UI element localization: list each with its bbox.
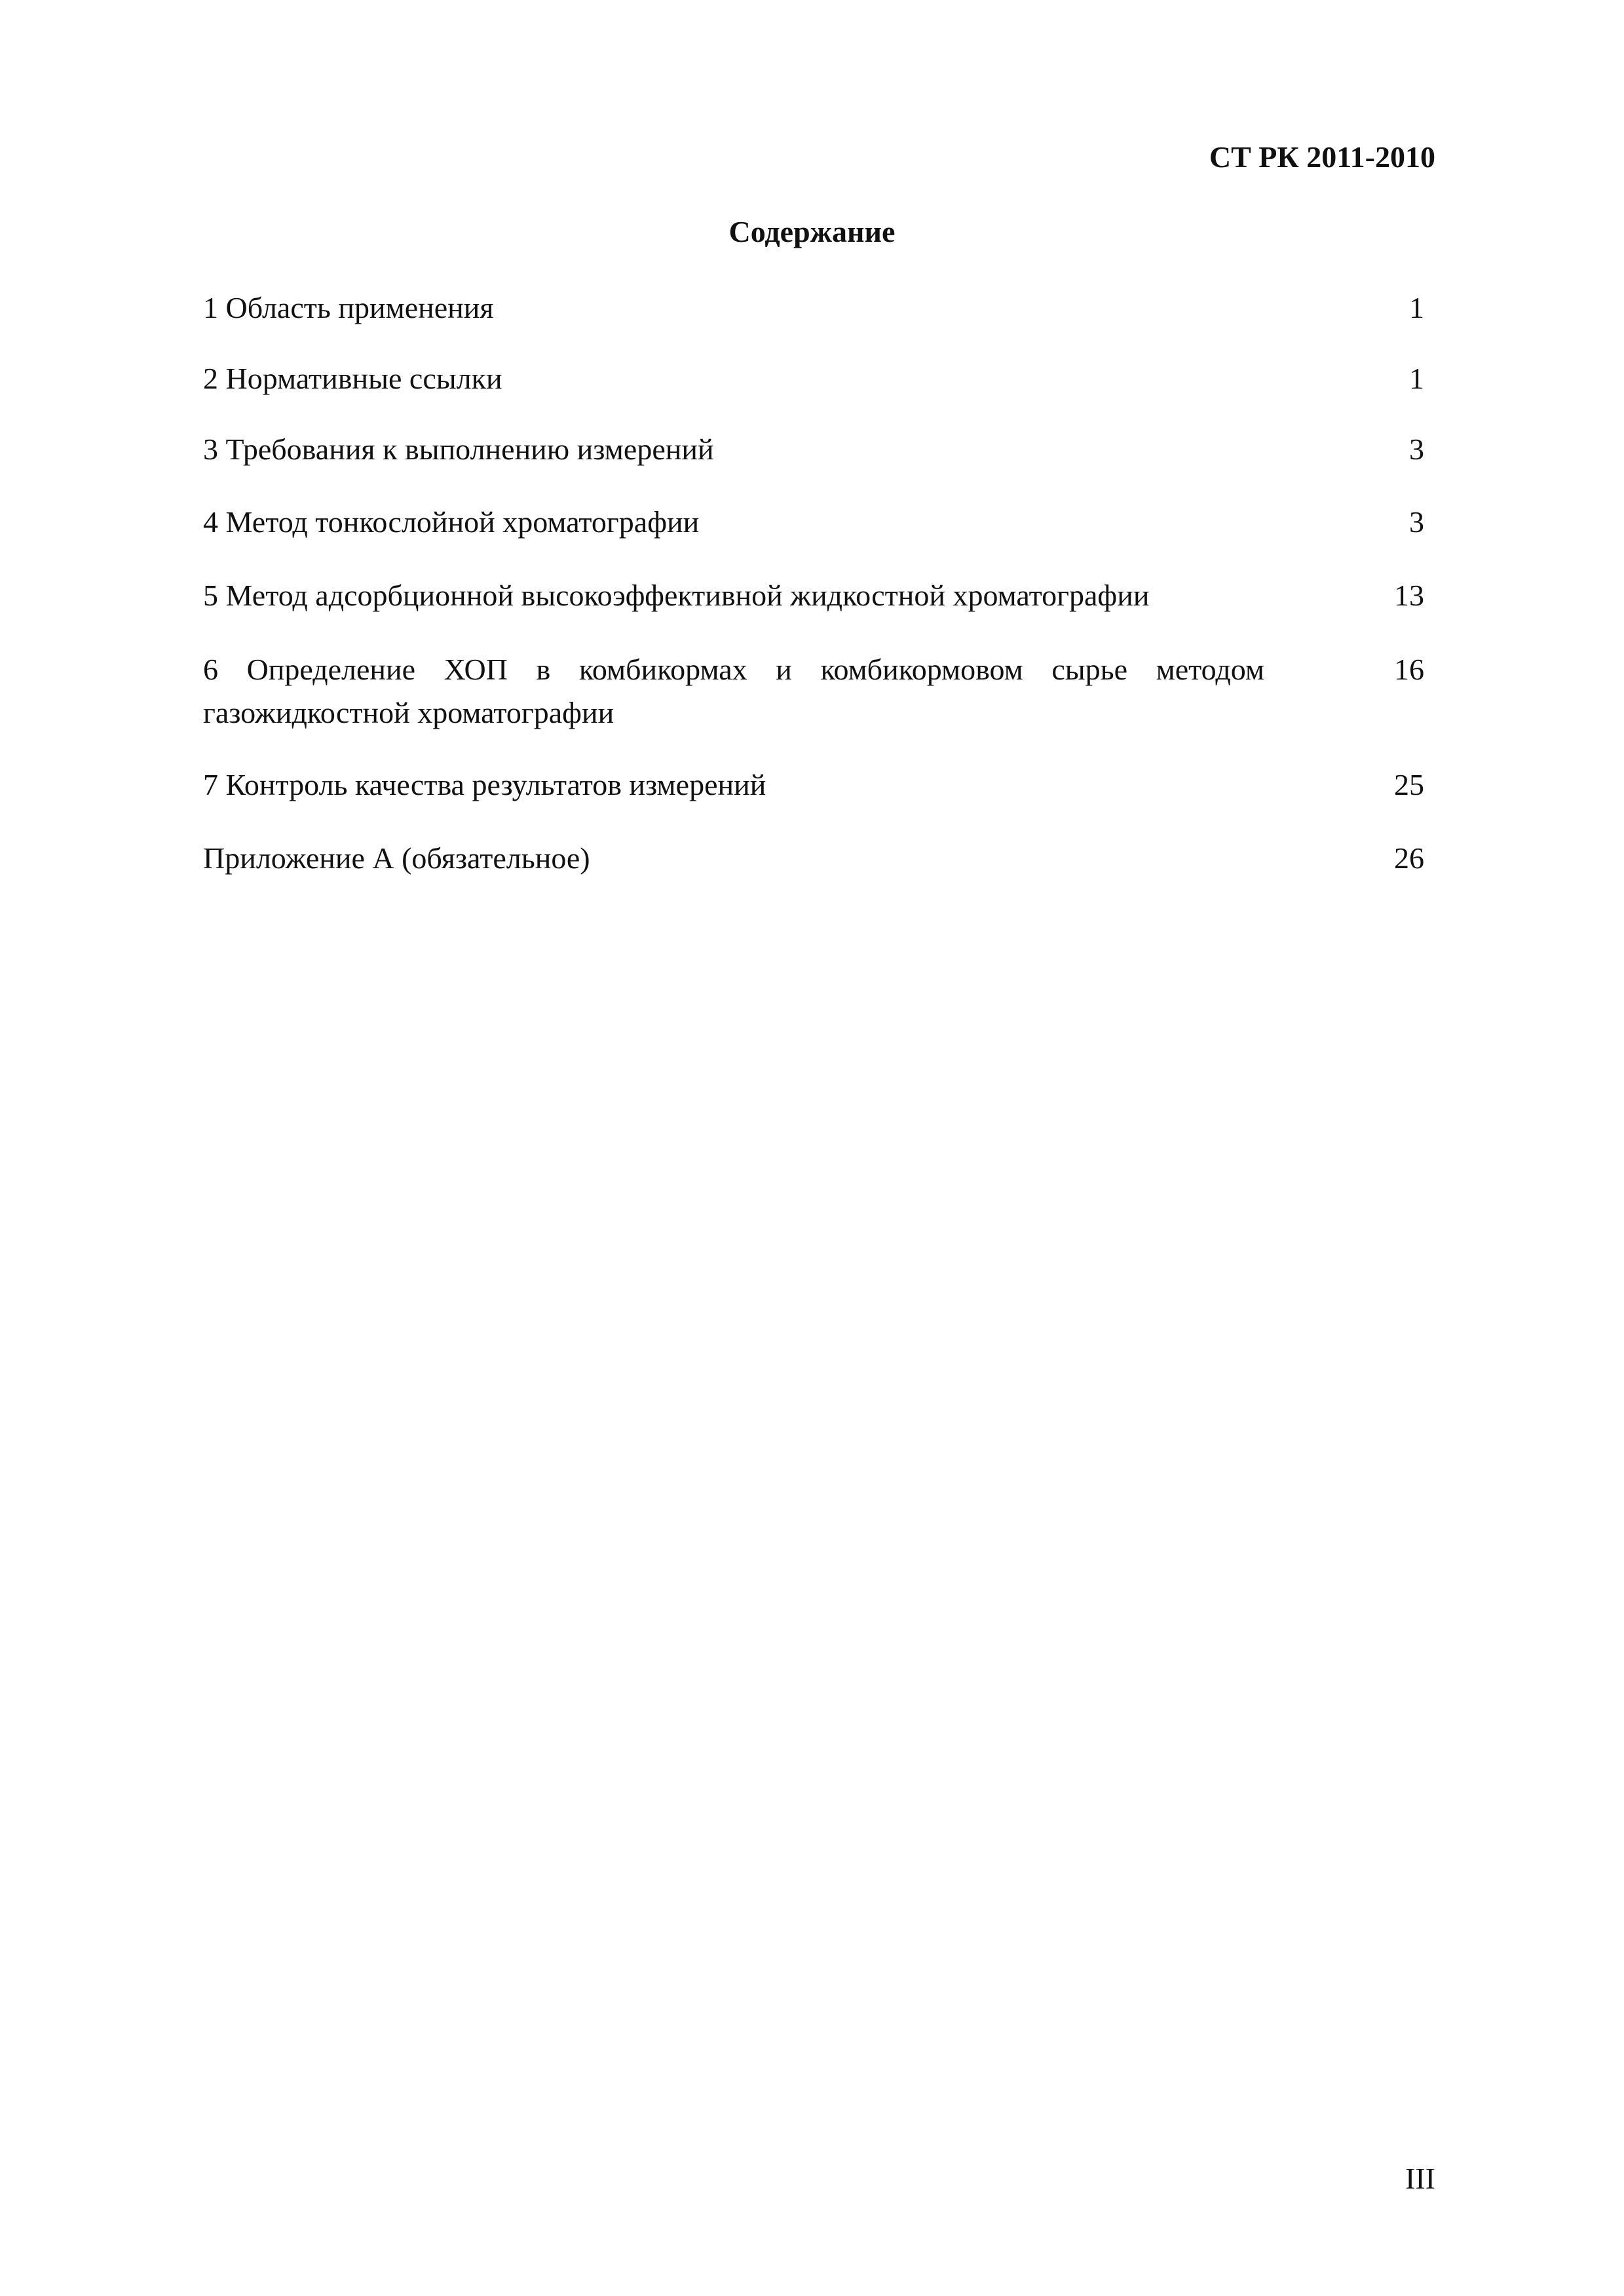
document-code: СТ РК 2011-2010: [1209, 140, 1435, 174]
toc-item-appendix-a[interactable]: [203, 837, 1424, 915]
toc-item-text: 1 Область применения: [203, 291, 494, 324]
toc-item-text: 5 Метод адсорбционной высокоэффективной жидкостной хроматографии: [203, 579, 1150, 612]
toc-item-quality-control[interactable]: [203, 763, 1424, 842]
toc-item-page: 16: [1394, 653, 1424, 686]
toc-item-gas-liquid-chromatography[interactable]: [203, 648, 1424, 740]
page-number: III: [1405, 2162, 1435, 2195]
toc-item-page: 13: [1394, 579, 1424, 612]
toc-item-scope[interactable]: [203, 286, 1424, 365]
toc-item-page: 26: [1394, 841, 1424, 875]
toc-title: Содержание: [728, 215, 896, 248]
toc-item-text: 6 Определение ХОП в комбикормах и комбикормовом сырье методом газожидкостной хроматографии: [203, 653, 1264, 729]
toc-item-page: 1: [1409, 362, 1424, 395]
toc-item-measurement-requirements[interactable]: [203, 428, 1424, 507]
toc-item-text: 2 Нормативные ссылки: [203, 362, 502, 395]
toc-item-hplc-method[interactable]: [203, 574, 1424, 653]
toc-item-normative-references[interactable]: [203, 357, 1424, 436]
toc-item-text: 7 Контроль качества результатов измерений: [203, 768, 766, 801]
toc-item-page: 3: [1409, 432, 1424, 466]
toc-item-page: 1: [1409, 291, 1424, 324]
toc-item-text: 3 Требования к выполнению измерений: [203, 432, 714, 466]
toc-item-text: 4 Метод тонкослойной хроматографии: [203, 505, 700, 539]
toc-item-page: 25: [1394, 768, 1424, 801]
toc-item-text: Приложение А (обязательное): [203, 841, 590, 875]
toc-item-page: 3: [1409, 505, 1424, 539]
toc-item-thin-layer-chromatography[interactable]: [203, 501, 1424, 579]
